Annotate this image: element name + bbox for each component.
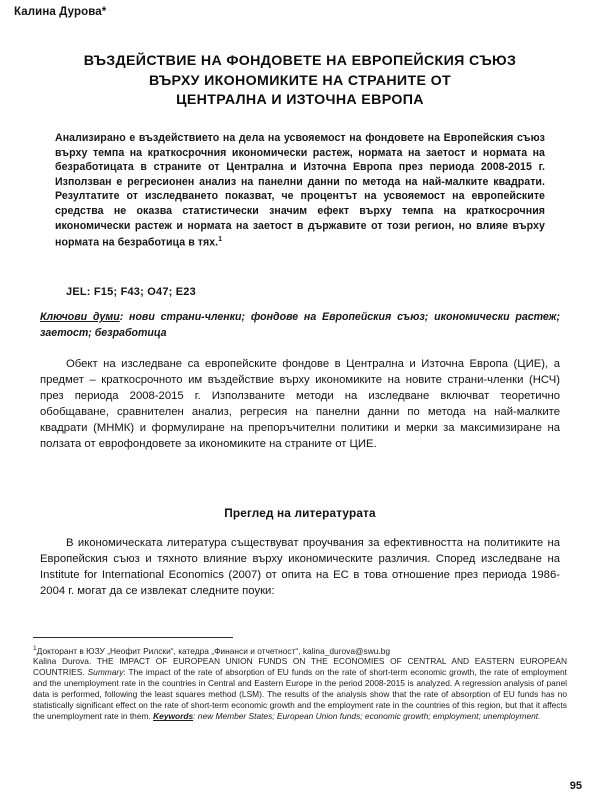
footnote-bulgarian-text: Докторант в ЮЗУ „Неофит Рилски“, катедра „Финанси и отчетност“, kalina_durova@swu.bg <box>36 645 391 656</box>
footnote-en-summary-text: : The impact of the rate of absorption of EU funds on the rate of short-term economic growth, the rate of employment and the unemployment rate in the countries in Central and Eastern Europe in the period 2008-2015 is analyzed. A regression analysis of panel data is performed, following the least squares method (LSM). The results of the analysis show that the rate of absorption of EU funds has no statistically significant effect on the rate of short-term economic growth and the employment rate in the countries of this region, but that it affects the unemployment rate in them. <box>33 667 567 722</box>
page-number: 95 <box>569 780 582 792</box>
footnote-separator-rule <box>33 637 233 638</box>
title-line-1: ВЪЗДЕЙСТВИЕ НА ФОНДОВЕТЕ НА ЕВРОПЕЙСКИЯ СЪЮЗ <box>83 53 517 69</box>
footnote-en-summary-label: Summary <box>87 667 124 678</box>
abstract-text: Анализирано е въздействието на дела на усвояемост на фондовете на Европейския съюз върху темпа на краткосрочния икономически растеж, нормата на заетост и нормата на безработицата в страните от Централна и Източна Европа през периода 2008-2015 г. Използван е регресионен анализ на панелни данни по метода на най-малките квадрати. Резултатите от изследването показват, че процентът на усвояемост на европейските средства не оказва статистически значим ефект върху темпа на краткосрочния икономически растеж и нормата на заетост в държавите от този регион, но влияе върху нормата на безработица в тях. <box>55 132 545 249</box>
title-line-2: ВЪРХУ ИКОНОМИКИТЕ НА СТРАНИТЕ ОТ <box>148 72 451 89</box>
article-title <box>30 52 570 111</box>
paragraph-object-of-study: Обект на изследване са европейските фондове в Централна и Източна Европа (ЦИЕ), а предмет – краткосрочното им въздействие върху икономиките на новите страни-членки (НСЧ) през периода 2008-2015 г. Използваните методи на изследване включват теоретично обобщаване, сравнителен анализ, регресия на панелни данни по метода на най-малките квадрати (МНМК) и формулиране на препоръчителни политики и мерки за максимизиране на ползата от еврофондовете за икономиките на страните от ЦИЕ. <box>40 358 560 451</box>
abstract <box>55 131 545 250</box>
jel-codes: JEL: F15; F43; O47; E23 <box>66 286 196 298</box>
footnote-en-title: THE IMPACT OF EUROPEAN UNION FUNDS ON THE ECONOMIES OF CENTRAL AND EASTERN EUROPEAN COUNTRIES. <box>33 656 567 678</box>
footnote-en-author: Kalina Durova. <box>33 656 97 666</box>
keywords-label: Ключови думи <box>40 311 120 323</box>
paragraph-literature-review: В икономическата литература съществуват проучвания за ефективността на политиките на Европейския съюз и тяхното влияние върху икономическите различия. Според изследване на Institute for International Economics (2007) от опита на ЕС в това отношение през периода 1986-2004 г. могат да се извлекат следните поуки: <box>40 537 560 598</box>
title-line-3: ЦЕНТРАЛНА И ИЗТОЧНА ЕВРОПА <box>176 92 424 108</box>
footnote-english <box>33 656 567 723</box>
footnote-en-keywords-label: Keywords <box>153 711 194 722</box>
footnote-marker: 1 <box>33 645 37 652</box>
keywords-text: : нови страни-членки; фондове на Европейския съюз; икономически растеж; заетост; безработица <box>40 311 560 339</box>
author-line: Калина Дурова* <box>14 6 107 18</box>
section-heading-literature-review: Преглед на литературата <box>224 506 376 520</box>
keywords-line <box>40 310 560 341</box>
footnote-bulgarian <box>33 643 567 657</box>
abstract-footnote-marker: 1 <box>218 236 223 244</box>
footnote-en-keywords-text: : new Member States; European Union funds; economic growth; employment; unemployment. <box>193 711 541 722</box>
